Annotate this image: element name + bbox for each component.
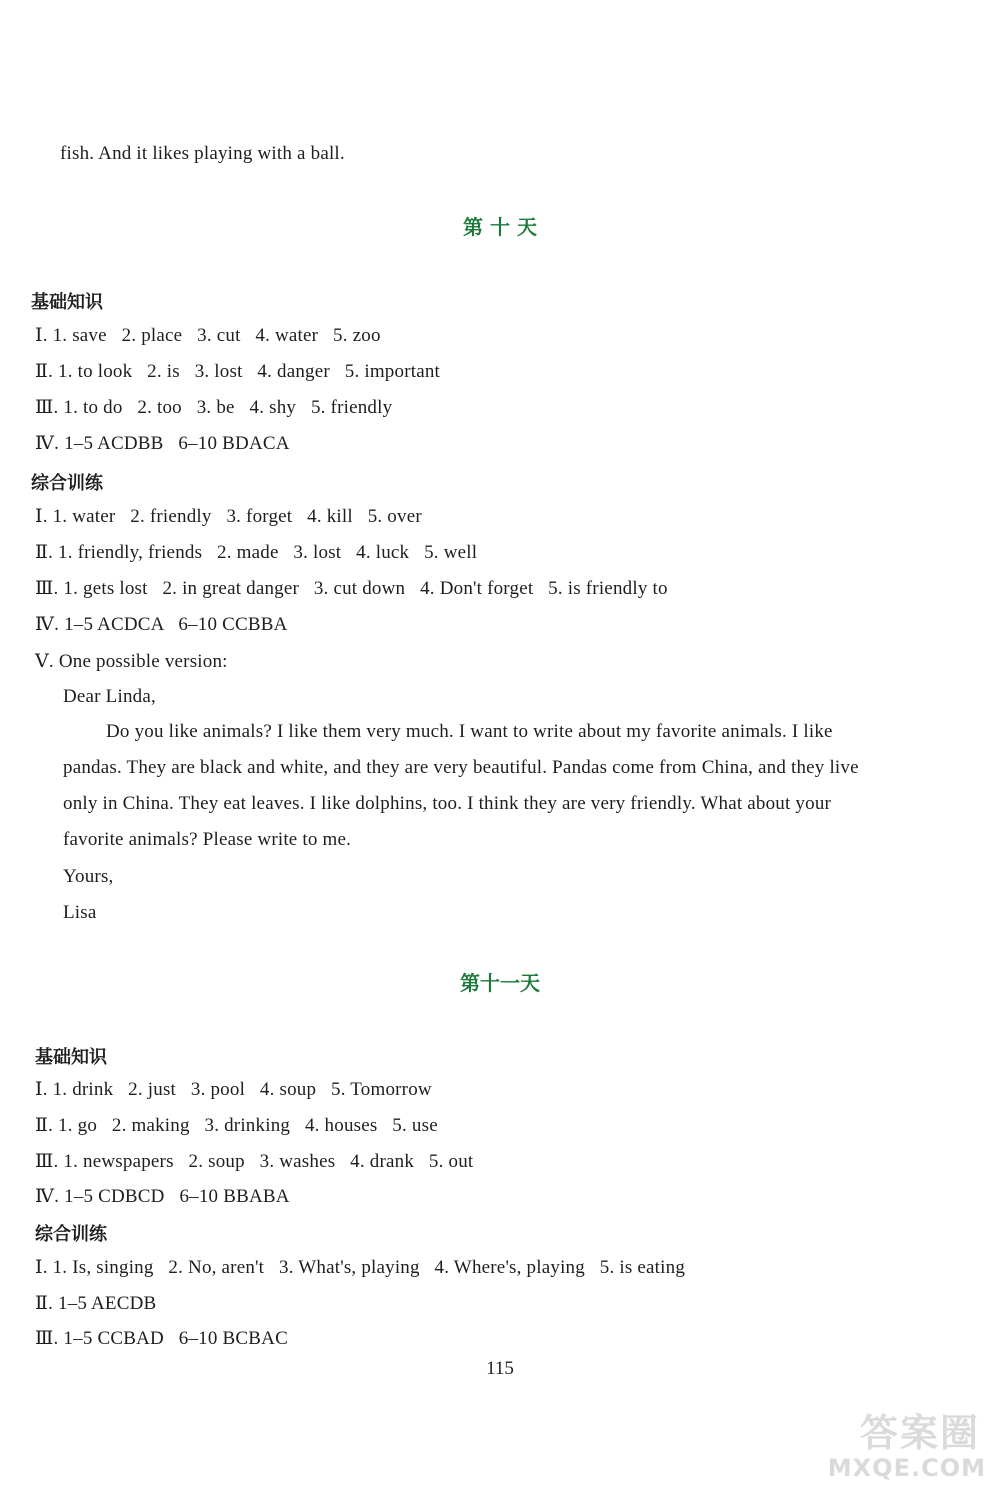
- answer-line: Ⅲ. 1–5 CCBAD 6–10 BCBAC: [35, 1328, 288, 1349]
- basic-knowledge-heading: 基础知识: [31, 292, 103, 313]
- comprehensive-training-heading: 综合训练: [35, 1224, 107, 1245]
- basic-knowledge-heading: 基础知识: [35, 1047, 107, 1068]
- letter-body-line: favorite animals? Please write to me.: [63, 829, 352, 850]
- answer-line: Ⅱ. 1–5 AECDB: [35, 1293, 157, 1314]
- answer-line: Ⅳ. 1–5 ACDBB 6–10 BDACA: [35, 433, 290, 454]
- watermark-top-text: 答案圈: [859, 1411, 980, 1455]
- letter-body-line: only in China. They eat leaves. I like dolphins, too. I think they are very friendly. What about your: [63, 793, 832, 814]
- answer-line: Ⅲ. 1. newspapers 2. soup 3. washes 4. drank 5. out: [35, 1151, 474, 1172]
- answer-line: Ⅴ. One possible version:: [35, 651, 228, 672]
- answer-line: Ⅰ. 1. Is, singing 2. No, aren't 3. What's, playing 4. Where's, playing 5. is eating: [35, 1257, 686, 1278]
- letter-body-line: Do you like animals? I like them very much. I want to write about my favorite animals. I like: [106, 721, 833, 742]
- answer-line: Ⅱ. 1. go 2. making 3. drinking 4. houses 5. use: [35, 1115, 438, 1136]
- letter-signature: Lisa: [63, 902, 97, 923]
- watermark-logo: [792, 1394, 992, 1486]
- letter-closing: Yours,: [63, 866, 114, 887]
- answer-line: Ⅳ. 1–5 CDBCD 6–10 BBABA: [35, 1186, 290, 1207]
- answer-line: Ⅰ. 1. water 2. friendly 3. forget 4. kill 5. over: [35, 506, 422, 527]
- intro-line: fish. And it likes playing with a ball.: [60, 143, 345, 164]
- answer-line: Ⅰ. 1. drink 2. just 3. pool 4. soup 5. Tomorrow: [35, 1079, 432, 1100]
- section-title-day11: 第十一天: [460, 971, 540, 995]
- letter-greeting: Dear Linda,: [63, 686, 156, 707]
- section-title-day10: 第 十 天: [463, 215, 537, 239]
- answer-line: Ⅱ. 1. to look 2. is 3. lost 4. danger 5. important: [35, 361, 441, 382]
- comprehensive-training-heading: 综合训练: [31, 473, 103, 494]
- watermark-bottom-text: MXQE.COM: [827, 1454, 986, 1482]
- answer-line: Ⅰ. 1. save 2. place 3. cut 4. water 5. zoo: [35, 325, 381, 346]
- answer-line: Ⅳ. 1–5 ACDCA 6–10 CCBBA: [35, 614, 288, 635]
- letter-body-line: pandas. They are black and white, and they are very beautiful. Pandas come from China, and they live: [63, 757, 859, 778]
- page-number: 115: [486, 1358, 514, 1379]
- answer-line: Ⅲ. 1. to do 2. too 3. be 4. shy 5. friendly: [35, 397, 393, 418]
- answer-line: Ⅲ. 1. gets lost 2. in great danger 3. cut down 4. Don't forget 5. is friendly to: [35, 578, 668, 599]
- answer-line: Ⅱ. 1. friendly, friends 2. made 3. lost 4. luck 5. well: [35, 542, 478, 563]
